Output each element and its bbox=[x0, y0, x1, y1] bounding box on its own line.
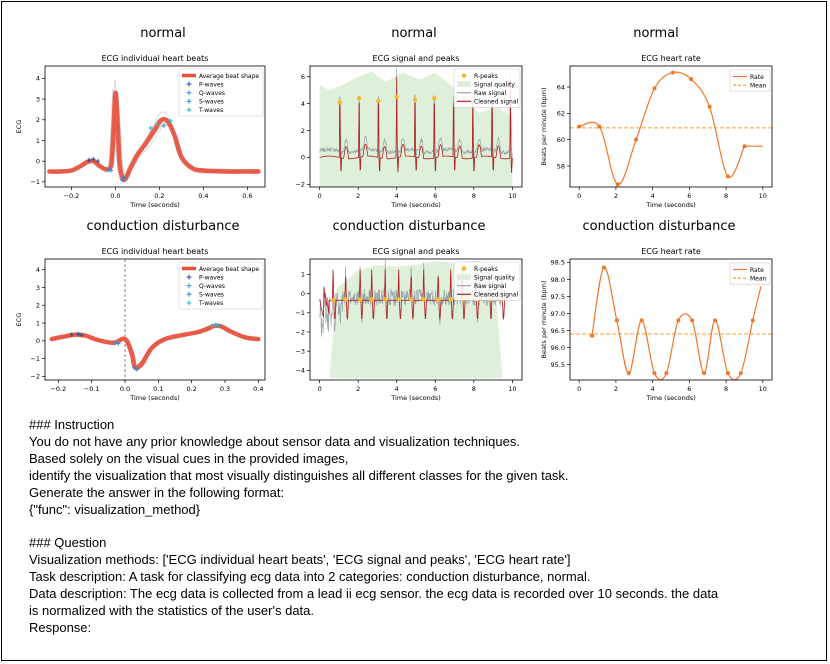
rate-point bbox=[652, 86, 656, 90]
legend-label: Cleaned signal bbox=[474, 98, 519, 106]
x-tick-label: 10 bbox=[758, 192, 767, 200]
legend-swatch bbox=[457, 81, 471, 87]
text-line: Visualization methods: ['ECG individual heart beats', 'ECG signal and peaks', 'ECG heart rate'] bbox=[29, 552, 571, 568]
chart-title: ECG signal and peaks bbox=[372, 54, 460, 63]
r-peak-point bbox=[436, 297, 440, 301]
rate-point bbox=[652, 371, 656, 375]
y-tick-label: 96.0 bbox=[550, 343, 565, 352]
rate-point bbox=[689, 77, 693, 81]
r-peak-point bbox=[369, 297, 373, 301]
spacer bbox=[29, 518, 819, 535]
r-peak-point bbox=[396, 297, 400, 301]
y-tick-label: 62 bbox=[556, 109, 565, 118]
heading-normal-2: normal bbox=[391, 26, 437, 41]
legend-swatch bbox=[462, 73, 467, 78]
legend bbox=[730, 263, 770, 284]
y-tick-label: 2 bbox=[35, 116, 40, 125]
y-tick-label: 97.0 bbox=[550, 309, 565, 318]
r-peak-point bbox=[448, 297, 452, 301]
x-tick-label: −0.2 bbox=[63, 192, 80, 200]
r-peak-point bbox=[343, 297, 347, 301]
chart-ecg-signal-normal bbox=[290, 50, 525, 210]
y-tick-label: 98.0 bbox=[550, 275, 565, 284]
y-tick-label: 0 bbox=[300, 289, 305, 298]
r-peak-point bbox=[357, 96, 361, 100]
y-tick-label: 2 bbox=[300, 126, 305, 135]
y-tick-label: −4 bbox=[295, 366, 305, 375]
legend-label: Rate bbox=[750, 266, 764, 274]
x-tick-label: 0.2 bbox=[154, 192, 165, 200]
legend-label: Q-waves bbox=[199, 90, 226, 97]
y-tick-label: −2 bbox=[295, 180, 305, 189]
legend-label: Signal quality bbox=[474, 81, 515, 89]
legend bbox=[179, 262, 263, 309]
x-tick-label: 0.0 bbox=[110, 192, 121, 200]
rate-point bbox=[739, 371, 743, 375]
rate-point bbox=[627, 371, 631, 375]
x-tick-label: 2 bbox=[356, 385, 361, 393]
text-line: Generate the answer in the following format: bbox=[29, 484, 285, 500]
chart-title: ECG individual heart beats bbox=[101, 54, 209, 63]
chart-ecg-signal-conduction bbox=[290, 243, 525, 403]
y-axis-label: ECG bbox=[15, 312, 23, 327]
x-tick-label: 0.2 bbox=[186, 385, 197, 393]
r-peak-point bbox=[383, 297, 387, 301]
rate-point bbox=[640, 318, 644, 322]
legend-label: Raw signal bbox=[474, 90, 507, 97]
x-axis-label: Time (seconds) bbox=[646, 394, 696, 402]
r-peak-point bbox=[422, 297, 426, 301]
rate-point bbox=[690, 318, 694, 322]
chart-title: ECG heart rate bbox=[641, 54, 701, 63]
x-axis-label: Time (seconds) bbox=[130, 394, 180, 402]
y-tick-label: −1 bbox=[295, 309, 305, 318]
rate-point bbox=[702, 371, 706, 375]
r-peak-point bbox=[413, 97, 417, 101]
x-tick-label: −0.1 bbox=[83, 385, 100, 393]
x-tick-label: 0.1 bbox=[153, 385, 164, 393]
legend bbox=[730, 70, 770, 91]
x-tick-label: 4 bbox=[394, 192, 399, 200]
x-tick-label: −0.2 bbox=[50, 385, 67, 393]
rate-point bbox=[615, 318, 619, 322]
y-axis-label: ECG bbox=[15, 119, 23, 134]
legend-label: Rate bbox=[750, 73, 764, 81]
legend-label: Average beat shape bbox=[199, 265, 260, 273]
chart-ecg-beats-normal bbox=[15, 50, 278, 210]
x-tick-label: 8 bbox=[471, 385, 476, 393]
x-tick-label: 6 bbox=[687, 385, 692, 393]
text-line: Task description: A task for classifying ecg data into 2 categories: conduction disturbance, normal. bbox=[29, 569, 591, 585]
rate-point bbox=[726, 371, 730, 375]
x-tick-label: 0.6 bbox=[242, 192, 253, 200]
y-tick-label: 0 bbox=[35, 157, 40, 166]
chart-title: ECG signal and peaks bbox=[372, 247, 460, 256]
text-line: You do not have any prior knowledge about sensor data and visualization techniques. bbox=[29, 433, 520, 449]
x-tick-label: 10 bbox=[508, 385, 517, 393]
x-tick-label: 8 bbox=[724, 385, 729, 393]
y-tick-label: 64 bbox=[556, 83, 565, 92]
rate-point bbox=[616, 182, 620, 186]
y-tick-label: 58 bbox=[556, 162, 565, 171]
y-tick-label: −2 bbox=[30, 372, 40, 381]
y-tick-label: 0 bbox=[300, 153, 305, 162]
average-beat-shape bbox=[52, 326, 259, 369]
legend-label: R-peaks bbox=[474, 265, 498, 273]
legend-label: Average beat shape bbox=[199, 72, 260, 80]
y-tick-label: 95.5 bbox=[550, 360, 565, 369]
legend-label: R-peaks bbox=[474, 72, 498, 80]
rate-point bbox=[664, 371, 668, 375]
chart-title: ECG individual heart beats bbox=[101, 247, 209, 256]
x-tick-label: 8 bbox=[724, 192, 729, 200]
rate-line bbox=[579, 72, 744, 184]
legend-label: Raw signal bbox=[474, 283, 507, 290]
y-tick-label: 1 bbox=[35, 319, 40, 328]
y-tick-label: 96.5 bbox=[550, 326, 565, 335]
y-axis-label: Beats per minute (bpm) bbox=[540, 280, 548, 359]
y-tick-label: 1 bbox=[300, 270, 305, 279]
text-line: identify the visualization that most visually distinguishes all different classes for the given task. bbox=[29, 467, 569, 483]
r-peak-point bbox=[432, 96, 436, 100]
y-tick-label: −3 bbox=[295, 347, 305, 356]
heading-conduction-1: conduction disturbance bbox=[86, 219, 240, 234]
prompt-text bbox=[29, 417, 819, 637]
x-axis-label: Time (seconds) bbox=[391, 394, 441, 402]
r-peak-point bbox=[331, 298, 335, 302]
legend-swatch bbox=[457, 274, 471, 280]
rate-point bbox=[676, 318, 680, 322]
rate-point bbox=[577, 125, 581, 129]
y-tick-label: 1 bbox=[35, 136, 40, 145]
y-tick-label: 2 bbox=[35, 301, 40, 310]
rate-point bbox=[751, 318, 755, 322]
y-tick-label: 0 bbox=[35, 337, 40, 346]
legend-label: P-waves bbox=[199, 274, 224, 282]
x-tick-label: 6 bbox=[433, 385, 438, 393]
x-tick-label: 0.0 bbox=[119, 385, 131, 393]
chart-ecg-beats-conduction bbox=[15, 243, 278, 403]
r-peak-point bbox=[338, 100, 342, 104]
legend-label: Mean bbox=[750, 82, 767, 90]
chart-heart-rate-normal bbox=[540, 50, 775, 210]
rate-point bbox=[671, 71, 675, 75]
text-line: ### Instruction bbox=[29, 417, 115, 432]
r-peak-point bbox=[358, 297, 362, 301]
y-axis-label: Beats per minute (bpm) bbox=[540, 87, 548, 166]
heading-conduction-2: conduction disturbance bbox=[332, 219, 486, 234]
rate-point bbox=[602, 266, 606, 270]
y-tick-label: 60 bbox=[556, 135, 565, 144]
x-tick-label: 0.4 bbox=[253, 385, 264, 393]
r-peak-point bbox=[376, 99, 380, 103]
heading-normal-3: normal bbox=[633, 26, 679, 41]
heading-normal-1: normal bbox=[140, 26, 186, 41]
x-tick-label: 8 bbox=[471, 192, 476, 200]
heading-conduction-3: conduction disturbance bbox=[582, 219, 736, 234]
legend-label: S-waves bbox=[199, 291, 224, 299]
legend-label: Q-waves bbox=[199, 283, 226, 290]
x-tick-label: 6 bbox=[687, 192, 692, 200]
legend bbox=[179, 69, 263, 116]
legend bbox=[454, 69, 520, 107]
legend-label: Cleaned signal bbox=[474, 291, 519, 299]
chart-title: ECG heart rate bbox=[641, 247, 701, 256]
x-axis-label: Time (seconds) bbox=[646, 201, 696, 209]
x-tick-label: 0 bbox=[577, 385, 582, 393]
legend-swatch bbox=[462, 266, 467, 271]
y-tick-label: 97.5 bbox=[550, 292, 565, 301]
x-tick-label: 10 bbox=[758, 385, 767, 393]
chart-heart-rate-conduction bbox=[540, 243, 775, 403]
x-tick-label: 4 bbox=[394, 385, 399, 393]
x-tick-label: 2 bbox=[613, 192, 618, 200]
x-tick-label: 4 bbox=[650, 192, 655, 200]
y-tick-label: 6 bbox=[300, 73, 305, 82]
x-axis-label: Time (seconds) bbox=[130, 201, 180, 209]
y-tick-label: −1 bbox=[30, 354, 40, 363]
x-axis-label: Time (seconds) bbox=[391, 201, 441, 209]
x-tick-label: 2 bbox=[356, 192, 361, 200]
legend-label: Mean bbox=[750, 275, 767, 283]
x-tick-label: 2 bbox=[613, 385, 618, 393]
rate-point bbox=[713, 318, 717, 322]
y-tick-label: −2 bbox=[295, 328, 305, 337]
x-tick-label: 0 bbox=[317, 192, 322, 200]
rate-point bbox=[597, 125, 601, 129]
legend-label: S-waves bbox=[199, 98, 224, 106]
y-tick-label: 3 bbox=[35, 95, 40, 104]
y-tick-label: −1 bbox=[30, 178, 40, 187]
x-tick-label: 4 bbox=[650, 385, 655, 393]
legend bbox=[454, 262, 520, 300]
text-line: Based solely on the visual cues in the provided images, bbox=[29, 450, 349, 466]
legend-label: T-waves bbox=[199, 300, 224, 308]
x-tick-label: 0 bbox=[317, 385, 322, 393]
legend-label: P-waves bbox=[199, 81, 224, 89]
text-line: is normalized with the statistics of the user's data. bbox=[29, 603, 314, 619]
y-tick-label: 4 bbox=[300, 99, 305, 108]
rate-point bbox=[742, 144, 746, 148]
x-tick-label: 6 bbox=[433, 192, 438, 200]
text-line: Data description: The ecg data is collected from a lead ii ecg sensor. the ecg data is recorded over 10 seconds. the data bbox=[29, 586, 719, 602]
text-line: Response: bbox=[29, 619, 92, 635]
r-peak-point bbox=[395, 95, 399, 99]
x-tick-label: 0.3 bbox=[219, 385, 231, 393]
rate-point bbox=[726, 174, 730, 178]
text-line: ### Question bbox=[29, 535, 107, 551]
rate-point bbox=[634, 138, 638, 142]
y-tick-label: 3 bbox=[35, 283, 40, 292]
legend-label: T-waves bbox=[199, 107, 224, 115]
y-tick-label: 4 bbox=[35, 265, 40, 274]
legend-label: Signal quality bbox=[474, 274, 515, 282]
rate-point bbox=[708, 105, 712, 109]
text-line: {"func": visualization_method} bbox=[29, 501, 201, 517]
rate-point bbox=[590, 334, 594, 338]
x-tick-label: 0 bbox=[577, 192, 582, 200]
rate-line-tail bbox=[753, 286, 761, 320]
rate-line bbox=[592, 267, 753, 379]
x-tick-label: 0.4 bbox=[198, 192, 209, 200]
y-tick-label: 98.5 bbox=[550, 258, 565, 267]
y-tick-label: 4 bbox=[35, 74, 40, 83]
x-tick-label: 10 bbox=[508, 192, 517, 200]
r-peak-point bbox=[409, 297, 413, 301]
